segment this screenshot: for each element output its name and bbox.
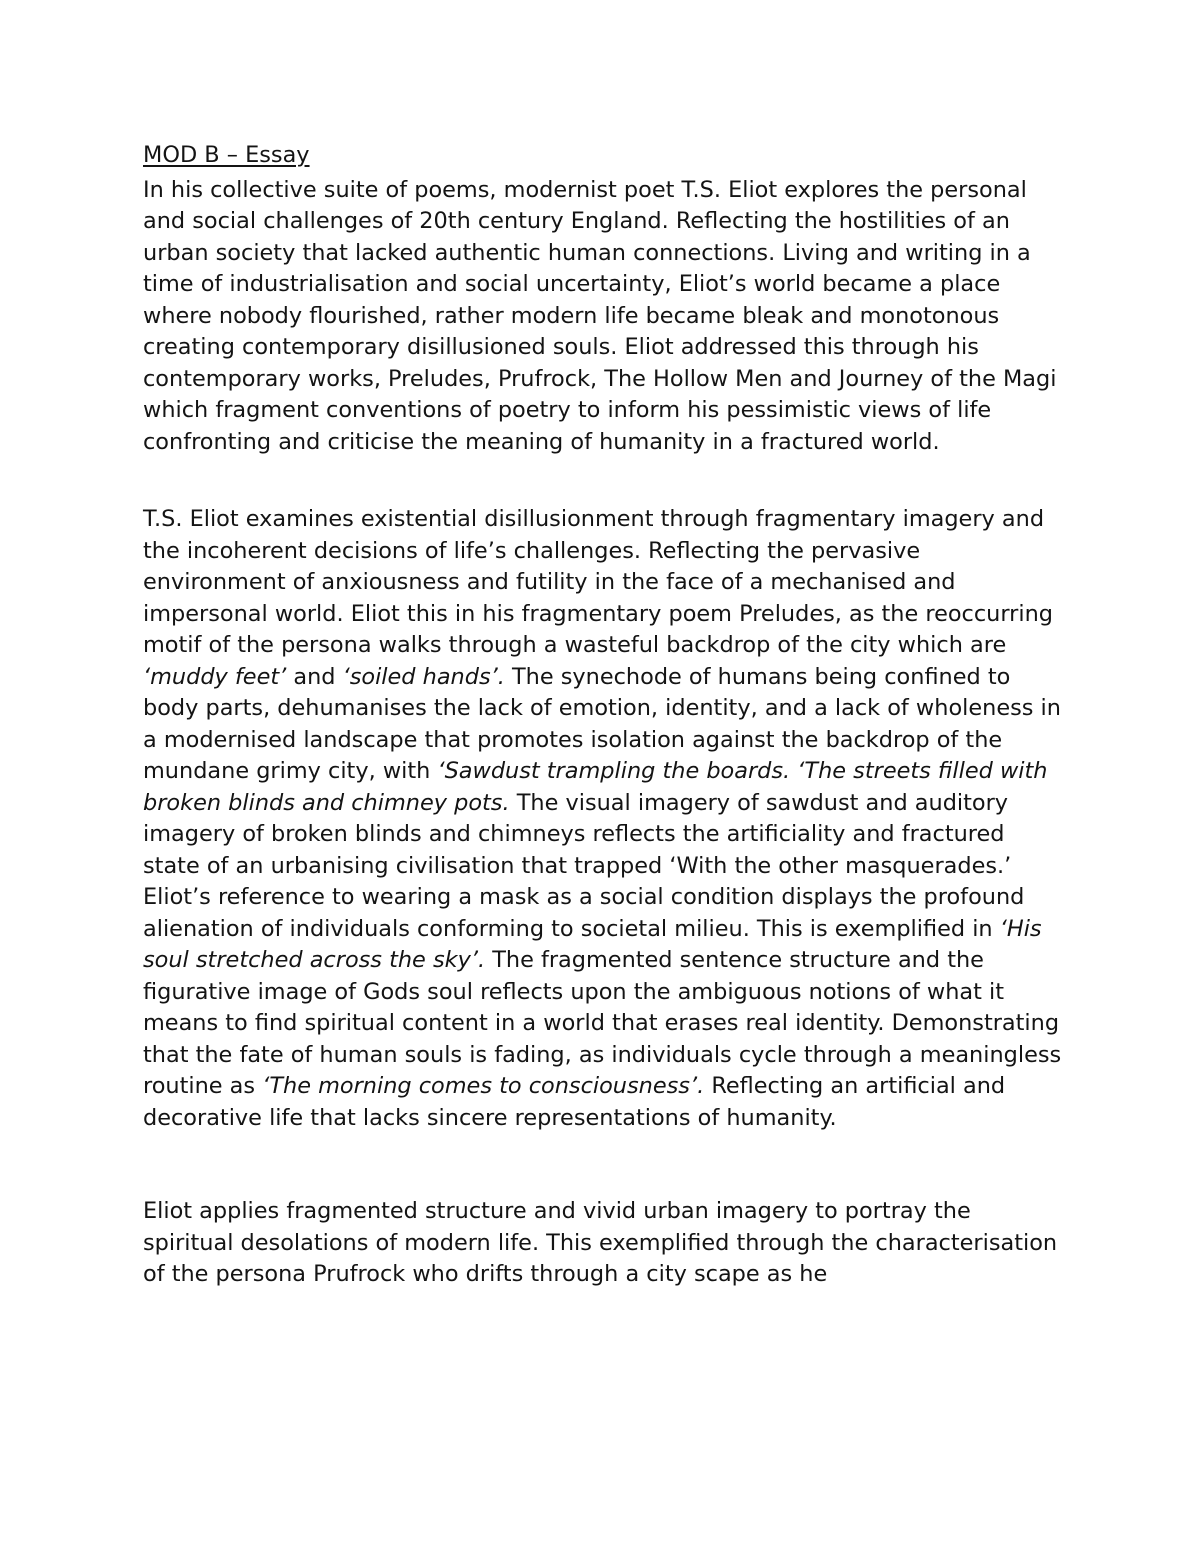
document-body xyxy=(143,140,1063,1291)
quote-muddy-feet: ‘muddy feet’ xyxy=(143,663,287,690)
paragraph-text: and xyxy=(286,663,343,690)
quote-morning-comes: ‘The morning comes to consciousness’. xyxy=(262,1073,705,1099)
paragraph-text: The fragmented sentence structure and the figurative image of Gods soul reflects upon the ambiguous notions of what it means to find spiritual content in a world that erases real identity. Demonstrating that the fate of human souls is fading, as individuals cycle through a meaningless routine as xyxy=(143,947,1062,1099)
paragraph-text: Reflecting an artificial and decorative life that lacks sincere representations of humanity. xyxy=(143,1073,1006,1131)
quote-soiled-hands: ‘soiled hands’. xyxy=(342,663,505,690)
document-title: MOD B – Essay xyxy=(143,142,310,168)
quote-sawdust-trampling: ‘Sawdust trampling the boards. ‘The streets filled with broken blinds and chimney pots. xyxy=(143,758,1048,816)
paragraph-body-preludes xyxy=(143,504,1063,1134)
paragraph-text: The visual imagery of sawdust and auditory imagery of broken blinds and chimneys reflects the artificiality and fractured state of an urbanising civilisation that trapped ‘With the other masquerades.’ Eliot’s reference to wearing a mask as a social condition displays the profound alienation of individuals conforming to societal milieu. This is exemplified in xyxy=(143,789,1025,942)
quote-his-soul: ‘His soul stretched across the sky’. xyxy=(143,915,1042,973)
paragraph-text: The synechode of humans being confined to body parts, dehumanises the lack of emotion, identity, and a lack of wholeness in a modernised landscape that promotes isolation against the backdrop of the mundane grimy city, with xyxy=(143,663,1061,784)
paragraph-introduction: In his collective suite of poems, modernist poet T.S. Eliot explores the personal and social challenges of 20th century England. Reflecting the hostilities of an urban society that lacked authentic human connections. Living and writing in a time of industrialisation and social uncertainty, Eliot’s world became a place where nobody flourished, rather modern life became bleak and monotonous creating contemporary disillusioned souls. Eliot addressed this through his contemporary works, Preludes, Prufrock, The Hollow Men and Journey of the Magi which fragment conventions of poetry to inform his pessimistic views of life confronting and criticise the meaning of humanity in a fractured world. xyxy=(143,176,1057,455)
paragraph-body-prufrock: Eliot applies fragmented structure and vivid urban imagery to portray the spiritual desolations of modern life. This exemplified through the characterisation of the persona Prufrock who drifts through a city scape as he xyxy=(143,1198,1058,1287)
paragraph-text: T.S. Eliot examines existential disillusionment through fragmentary imagery and the incoherent decisions of life’s challenges. Reflecting the pervasive environment of anxiousness and futility in the face of a mechanised and impersonal world. Eliot this in his fragmentary poem Preludes, as the reoccurring motif of the persona walks through a wasteful backdrop of the city which are xyxy=(143,506,1054,658)
